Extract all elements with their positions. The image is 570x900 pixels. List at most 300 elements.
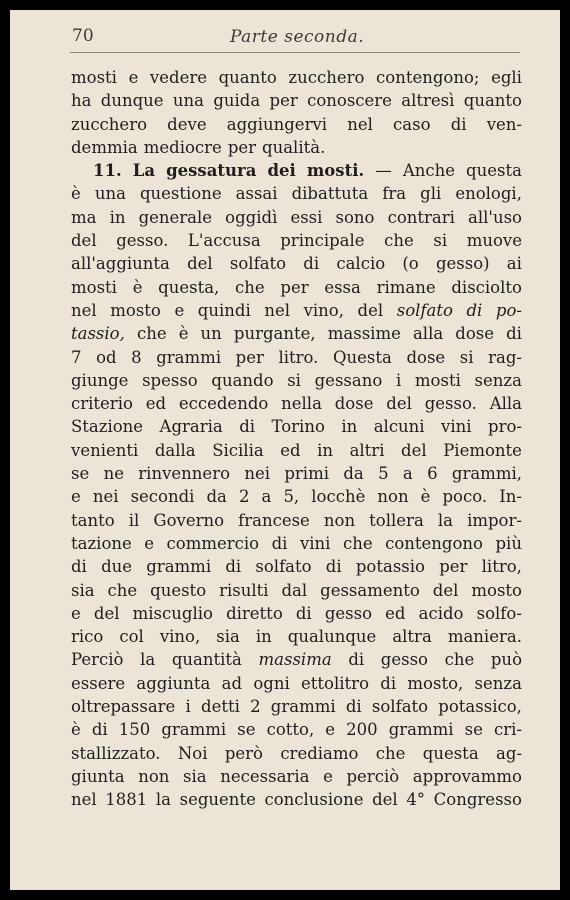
word: è <box>71 720 81 740</box>
word: sia <box>183 766 207 786</box>
word: e <box>144 533 155 553</box>
word: ma <box>71 207 97 227</box>
word: disciolto <box>451 277 522 297</box>
word: per <box>439 557 468 577</box>
word: di <box>225 557 242 577</box>
word: del <box>432 580 459 600</box>
word: muove <box>466 231 522 251</box>
word: gessano <box>314 370 383 390</box>
word: 8 <box>131 347 142 367</box>
word: una <box>172 91 204 111</box>
word: di <box>348 650 365 670</box>
word: più <box>495 533 522 553</box>
word: 4° <box>406 790 426 810</box>
text-line <box>71 159 522 182</box>
word: di <box>506 324 522 344</box>
word: miscuglio <box>132 603 213 623</box>
word: necessaria <box>220 766 310 786</box>
word: contengono <box>385 533 483 553</box>
text-line <box>71 532 522 555</box>
word: mosto <box>110 300 161 320</box>
word: commercio <box>166 533 260 553</box>
word: purgante, <box>233 324 316 344</box>
text-line <box>71 509 522 532</box>
word: dose <box>406 347 446 367</box>
word: questione <box>139 184 222 204</box>
word: questo <box>150 580 207 600</box>
word: solfato <box>255 557 312 577</box>
word: gesso <box>324 603 373 623</box>
book-page <box>10 10 560 890</box>
word: aggiunta <box>136 673 211 693</box>
word: impor- <box>467 510 522 530</box>
word: egli <box>491 68 522 87</box>
word: la <box>437 510 453 530</box>
text-line <box>71 462 522 485</box>
word: seguente <box>179 790 256 810</box>
word: caso <box>393 114 431 134</box>
word: gesso) <box>435 254 490 274</box>
word: di <box>466 300 483 320</box>
word: senza <box>474 370 522 390</box>
text-line <box>71 672 522 695</box>
word: ven- <box>486 114 522 134</box>
word: calcio <box>336 254 386 274</box>
word: essere <box>71 673 126 693</box>
text-line <box>71 718 522 741</box>
word: — <box>375 161 392 181</box>
word: 2 <box>238 487 250 507</box>
word: a <box>402 464 413 484</box>
word: qualità. <box>262 137 326 157</box>
word: la <box>155 790 172 810</box>
word: mediocre <box>143 137 222 157</box>
word: mosti <box>71 277 117 297</box>
word: che <box>384 231 414 251</box>
word: vini <box>299 533 331 553</box>
word: del <box>401 440 427 460</box>
word: la <box>140 650 156 670</box>
word: per <box>227 137 257 157</box>
text-line <box>71 392 522 415</box>
word: da <box>206 487 227 507</box>
word: rinvennero <box>138 464 231 484</box>
word: del <box>372 790 398 810</box>
word: ai <box>506 254 522 274</box>
word: è <box>420 487 431 507</box>
word: spesso <box>142 370 198 390</box>
word: del <box>357 300 384 320</box>
word: e <box>71 487 81 507</box>
word: Perciò <box>71 650 124 670</box>
word: è <box>178 324 189 344</box>
word: cri- <box>493 720 522 740</box>
word: del <box>71 231 97 251</box>
word: principale <box>280 231 365 251</box>
word: che <box>235 277 265 297</box>
word: per <box>235 347 264 367</box>
text-line <box>71 299 522 322</box>
word: In- <box>499 487 522 507</box>
text-line <box>71 66 522 89</box>
word: litro, <box>481 557 522 577</box>
word: tollera <box>369 510 424 530</box>
word: si <box>459 347 474 367</box>
word: grammi, <box>451 464 522 484</box>
word: gessamento <box>320 580 420 600</box>
word: questa, <box>158 277 220 297</box>
word: però <box>224 743 263 763</box>
word: pro- <box>488 417 522 437</box>
word: mosti <box>414 370 461 390</box>
word: 6 <box>427 464 438 484</box>
word: oltrepassare <box>71 697 176 717</box>
text-line <box>71 602 522 625</box>
page-number: 70 <box>72 26 94 46</box>
word: Agraria <box>159 417 223 437</box>
word: venienti <box>71 440 139 460</box>
word: rimane <box>376 277 436 297</box>
word: se <box>464 720 483 740</box>
word: all'uso <box>468 207 522 227</box>
word: altri <box>349 440 385 460</box>
section-heading-word: mosti. <box>306 161 365 181</box>
word: mosto, <box>407 673 464 693</box>
word: altresì <box>401 91 455 111</box>
section-heading-word: dei <box>267 161 296 181</box>
text-line <box>71 89 522 112</box>
word: stallizzato. <box>71 743 161 763</box>
word: grammi <box>156 347 222 367</box>
word: che <box>375 743 406 763</box>
word: non <box>138 766 170 786</box>
word: locchè <box>311 487 366 507</box>
word: ed <box>280 440 301 460</box>
word: solfo- <box>476 603 522 623</box>
word: e <box>174 300 185 320</box>
text-line <box>71 346 522 369</box>
word: che <box>107 580 138 600</box>
word: gesso <box>380 650 428 670</box>
word: gesso. <box>116 231 169 251</box>
word: di <box>271 533 288 553</box>
word: dalla <box>154 440 196 460</box>
word: si <box>433 231 448 251</box>
word: dose <box>334 394 374 414</box>
word: grammi <box>388 720 454 740</box>
word: zucchero <box>71 114 148 134</box>
word: del <box>93 603 120 623</box>
section-heading-word: 11. <box>93 161 122 181</box>
text-line <box>71 322 522 345</box>
word: solfato <box>229 254 287 274</box>
word: secondi <box>130 487 195 507</box>
word: grammi <box>270 697 336 717</box>
word: alla <box>412 324 444 344</box>
word: grammi <box>161 720 227 740</box>
text-line <box>71 206 522 229</box>
word: nel <box>71 300 97 320</box>
word: essi <box>290 207 323 227</box>
text-line <box>71 136 522 159</box>
word: Torino <box>271 417 325 437</box>
word: cotto, <box>266 720 315 740</box>
word: Stazione <box>71 417 144 437</box>
text-line <box>71 695 522 718</box>
word: rico <box>71 627 104 647</box>
word: fra <box>382 184 407 204</box>
section-heading-word: La <box>132 161 156 181</box>
word: L'accusa <box>187 231 261 251</box>
word: massima <box>258 650 332 670</box>
word: 150 <box>118 720 151 740</box>
text-line <box>71 648 522 671</box>
word: da <box>343 464 364 484</box>
word: tanto <box>71 510 115 530</box>
word: contrari <box>387 207 455 227</box>
word: in <box>255 627 272 647</box>
word: Alla <box>489 394 522 414</box>
word: 1881 <box>105 790 148 810</box>
word: Anche <box>402 161 455 181</box>
word: ne <box>103 464 124 484</box>
word: solfato <box>396 300 453 320</box>
word: nel <box>71 790 97 810</box>
word: diretto <box>226 603 283 623</box>
word: questa <box>422 743 479 763</box>
word: due <box>101 557 133 577</box>
word: 5 <box>378 464 389 484</box>
word: od <box>96 347 117 367</box>
text-line <box>71 182 522 205</box>
word: in <box>341 417 358 437</box>
word: maniera. <box>447 627 522 647</box>
word: contengono; <box>376 68 480 87</box>
word: a <box>261 487 272 507</box>
word: assai <box>235 184 278 204</box>
text-line <box>71 439 522 462</box>
text-line <box>71 765 522 788</box>
word: eccedendo <box>178 394 269 414</box>
word: 2 <box>250 697 261 717</box>
text-line <box>71 579 522 602</box>
word: sia <box>216 627 240 647</box>
word: litro. <box>278 347 319 367</box>
word: zucchero <box>288 68 365 87</box>
word: mosto <box>471 580 522 600</box>
text-line <box>71 555 522 578</box>
word: Noi <box>177 743 208 763</box>
word: sia <box>71 580 95 600</box>
word: nella <box>281 394 322 414</box>
word: Sicilia <box>212 440 264 460</box>
word: una <box>94 184 126 204</box>
word: tazione <box>71 533 132 553</box>
word: del <box>187 254 213 274</box>
word: approvammo <box>412 766 522 786</box>
word: conclusione <box>264 790 364 810</box>
word: ed <box>145 394 167 414</box>
word: po- <box>495 300 522 320</box>
word: enologi, <box>455 184 522 204</box>
text-line <box>71 229 522 252</box>
word: aggiungervi <box>226 114 328 134</box>
word: e <box>325 720 336 740</box>
word: grammi <box>146 557 212 577</box>
word: vino, <box>159 627 201 647</box>
word: Piemonte <box>443 440 522 460</box>
running-head <box>70 26 520 53</box>
word: è <box>132 277 143 297</box>
body-text <box>71 66 522 812</box>
word: i <box>185 697 191 717</box>
word: senza <box>474 673 522 693</box>
word: ogni <box>253 673 290 693</box>
word: quando <box>211 370 274 390</box>
word: (o <box>402 254 419 274</box>
word: acido <box>418 603 464 623</box>
text-line <box>71 625 522 648</box>
word: dibattuta <box>291 184 369 204</box>
text-line <box>71 113 522 136</box>
word: Congresso <box>433 790 522 810</box>
word: potassico, <box>438 697 522 717</box>
section-heading-word: gessatura <box>166 161 257 181</box>
word: che <box>136 324 167 344</box>
word: di <box>71 557 87 577</box>
word: 5, <box>283 487 300 507</box>
word: 200 <box>346 720 378 740</box>
word: primi <box>284 464 329 484</box>
word: il <box>128 510 140 530</box>
text-line <box>71 788 522 811</box>
text-line <box>71 742 522 765</box>
word: ha <box>71 91 92 111</box>
word: se <box>71 464 90 484</box>
word: conoscere <box>307 91 392 111</box>
word: deve <box>167 114 207 134</box>
word: di <box>380 673 397 693</box>
word: di <box>325 557 342 577</box>
text-line <box>71 276 522 299</box>
word: giunge <box>71 370 129 390</box>
word: vedere <box>149 68 207 87</box>
word: i <box>395 370 402 390</box>
word: demmia <box>71 137 138 157</box>
word: poco. <box>442 487 488 507</box>
word: può <box>490 650 522 670</box>
word: guida <box>213 91 261 111</box>
word: nel <box>347 114 373 134</box>
word: quanto <box>463 91 522 111</box>
word: vini <box>441 417 472 437</box>
word: di <box>239 417 256 437</box>
word: che <box>444 650 475 670</box>
word: ad <box>221 673 243 693</box>
word: quantità <box>171 650 242 670</box>
word: si <box>287 370 301 390</box>
word: e <box>128 68 139 87</box>
word: ed <box>385 603 406 623</box>
word: nei <box>244 464 271 484</box>
word: risulti <box>219 580 269 600</box>
word: col <box>119 627 144 647</box>
word: mosti <box>71 68 117 87</box>
word: Governo <box>153 510 225 530</box>
word: e <box>71 603 81 623</box>
word: gli <box>420 184 442 204</box>
word: ag- <box>495 743 522 763</box>
word: è <box>71 184 81 204</box>
word: un <box>200 324 222 344</box>
word: oggidì <box>225 207 278 227</box>
text-line <box>71 369 522 392</box>
word: quanto <box>218 68 277 87</box>
word: di <box>450 114 467 134</box>
word: di <box>295 603 312 623</box>
word: non <box>323 510 356 530</box>
word: sono <box>335 207 375 227</box>
word: qualunque <box>287 627 377 647</box>
text-line <box>71 415 522 438</box>
word: questa <box>466 161 522 181</box>
text-line <box>71 252 522 275</box>
word: di <box>91 720 108 740</box>
word: crediamo <box>280 743 359 763</box>
word: generale <box>138 207 213 227</box>
word: quindi <box>197 300 251 320</box>
word: giunta <box>71 766 125 786</box>
word: altra <box>392 627 432 647</box>
word: criterio <box>71 394 133 414</box>
word: del <box>386 394 412 414</box>
word: all'aggiunta <box>71 254 170 274</box>
word: francese <box>238 510 310 530</box>
word: di <box>345 697 362 717</box>
word: in <box>317 440 334 460</box>
running-title: Parte seconda. <box>230 27 365 47</box>
word: detti <box>201 697 240 717</box>
word: potassio <box>355 557 425 577</box>
word: dal <box>281 580 308 600</box>
word: dose <box>455 324 495 344</box>
word: per <box>269 91 298 111</box>
word: rag- <box>488 347 522 367</box>
word: di <box>303 254 320 274</box>
word: per <box>280 277 309 297</box>
word: solfato <box>371 697 429 717</box>
word: dunque <box>100 91 164 111</box>
word: massime <box>327 324 401 344</box>
word: 7 <box>71 347 82 367</box>
word: ettolitro <box>301 673 369 693</box>
word: vino, <box>303 300 344 320</box>
word: se <box>237 720 256 740</box>
word: e <box>323 766 333 786</box>
word: Questa <box>333 347 392 367</box>
word: nei <box>92 487 119 507</box>
word: nel <box>264 300 290 320</box>
word: tassio, <box>71 324 125 344</box>
word: perciò <box>346 766 400 786</box>
word: alcuni <box>373 417 425 437</box>
word: gesso. <box>424 394 477 414</box>
word: in <box>109 207 126 227</box>
text-line <box>71 485 522 508</box>
word: che <box>342 533 373 553</box>
word: essa <box>324 277 361 297</box>
word: non <box>377 487 409 507</box>
